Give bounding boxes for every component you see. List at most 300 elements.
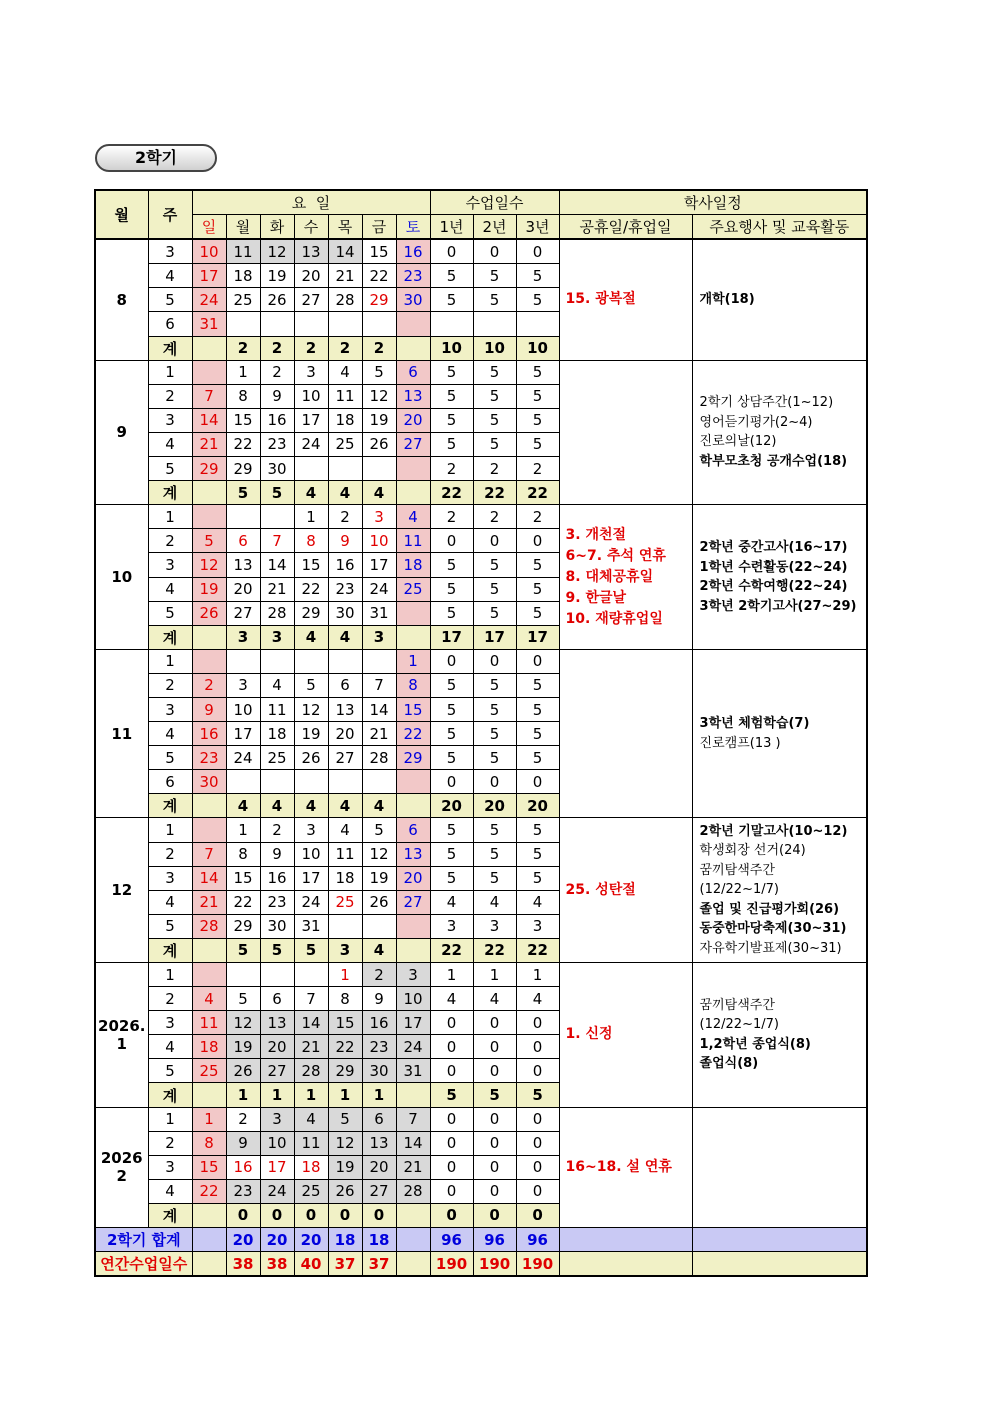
day-cell: 3 (362, 505, 396, 529)
sum-day-value: 3 (328, 938, 362, 962)
empty-cell (692, 1252, 867, 1277)
sum-day-value: 5 (226, 938, 260, 962)
sum-count-value: 5 (430, 1083, 473, 1107)
school-day-count: 3 (516, 914, 559, 938)
sum-sat-empty (396, 481, 430, 505)
day-cell: 21 (260, 577, 294, 601)
day-cell: 16 (328, 553, 362, 577)
day-cell: 30 (192, 770, 226, 794)
day-cell: 11 (294, 1131, 328, 1155)
activity-item: 졸업 및 진급평가회(26) (699, 901, 840, 917)
sum-day-value: 2 (226, 336, 260, 360)
day-cell: 24 (192, 288, 226, 312)
school-day-count: 0 (430, 1011, 473, 1035)
day-cell: 11 (260, 697, 294, 721)
school-day-count: 3 (430, 914, 473, 938)
school-day-count: 5 (430, 673, 473, 697)
week-number: 2 (148, 1131, 192, 1155)
day-cell: 17 (294, 866, 328, 890)
day-cell: 29 (328, 1059, 362, 1083)
school-day-count: 0 (473, 1035, 516, 1059)
day-cell: 1 (328, 963, 362, 987)
school-day-count: 5 (473, 360, 516, 384)
holiday-item: 15. 광복절 (565, 291, 636, 308)
day-cell: 21 (328, 264, 362, 288)
day-cell: 15 (396, 697, 430, 721)
day-cell: 24 (396, 1035, 430, 1059)
school-day-count: 5 (473, 866, 516, 890)
sum-day-value: 0 (294, 1203, 328, 1227)
holiday-item: 25. 성탄절 (565, 881, 636, 898)
day-cell: 12 (362, 384, 396, 408)
school-day-count: 0 (430, 239, 473, 264)
day-cell: 27 (396, 890, 430, 914)
sum-day-value: 1 (362, 1083, 396, 1107)
activity-item: (12/22~1/7) (699, 882, 779, 898)
day-cell: 19 (192, 577, 226, 601)
school-day-count: 0 (473, 1155, 516, 1179)
month-label: 11 (95, 649, 148, 818)
sum-count-value: 0 (473, 1203, 516, 1227)
day-cell: 23 (226, 1179, 260, 1203)
week-number: 6 (148, 312, 192, 336)
day-cell (260, 770, 294, 794)
day-cell: 7 (192, 384, 226, 408)
day-cell: 2 (226, 1107, 260, 1131)
semester-total-row-count-value: 96 (516, 1228, 559, 1252)
day-cell: 13 (260, 1011, 294, 1035)
day-cell: 3 (260, 1107, 294, 1131)
day-cell: 5 (362, 818, 396, 842)
day-cell (362, 770, 396, 794)
day-cell: 16 (396, 239, 430, 264)
school-day-count: 5 (516, 577, 559, 601)
sum-day-value: 3 (362, 625, 396, 649)
holiday-item: 10. 재량휴업일 (565, 610, 663, 627)
day-cell: 25 (294, 1179, 328, 1203)
school-day-count: 5 (473, 673, 516, 697)
day-cell: 20 (294, 264, 328, 288)
sum-day-value: 2 (362, 336, 396, 360)
week-row (95, 505, 867, 529)
school-day-count: 5 (430, 577, 473, 601)
day-cell: 19 (328, 1155, 362, 1179)
school-day-count: 5 (516, 601, 559, 625)
day-cell: 6 (328, 673, 362, 697)
week-number: 2 (148, 384, 192, 408)
school-day-count: 5 (473, 722, 516, 746)
semester-total-row-day-value: 20 (294, 1228, 328, 1252)
day-cell: 20 (396, 408, 430, 432)
day-cell: 19 (362, 866, 396, 890)
school-day-count: 2 (516, 505, 559, 529)
sum-count-value: 5 (516, 1083, 559, 1107)
day-cell: 3 (396, 963, 430, 987)
week-number: 5 (148, 457, 192, 481)
activity-cell (692, 239, 867, 360)
sum-count-value: 22 (430, 481, 473, 505)
day-cell: 18 (260, 722, 294, 746)
school-day-count: 0 (516, 1179, 559, 1203)
sum-day-value: 4 (362, 794, 396, 818)
day-cell: 4 (192, 987, 226, 1011)
day-cell (192, 505, 226, 529)
day-cell: 15 (294, 553, 328, 577)
school-day-count: 4 (473, 987, 516, 1011)
day-cell: 3 (294, 818, 328, 842)
day-cell: 10 (260, 1131, 294, 1155)
day-cell: 19 (294, 722, 328, 746)
school-day-count: 5 (473, 577, 516, 601)
holiday-cell (559, 649, 692, 818)
week-number: 5 (148, 601, 192, 625)
school-day-count: 5 (473, 384, 516, 408)
day-cell: 16 (260, 866, 294, 890)
day-cell: 4 (328, 818, 362, 842)
week-number: 4 (148, 264, 192, 288)
day-cell: 11 (396, 529, 430, 553)
school-day-count: 5 (473, 288, 516, 312)
day-cell: 9 (328, 529, 362, 553)
day-cell: 23 (362, 1035, 396, 1059)
holiday-cell (559, 239, 692, 360)
holiday-cell (559, 360, 692, 505)
school-day-count: 5 (430, 601, 473, 625)
activity-item: 2학년 기말고사(10~12) (699, 823, 848, 839)
day-cell (226, 770, 260, 794)
day-cell: 22 (328, 1035, 362, 1059)
day-cell: 31 (362, 601, 396, 625)
day-cell: 9 (226, 1131, 260, 1155)
header-grade: 2년 (473, 215, 516, 240)
day-cell: 25 (192, 1059, 226, 1083)
sum-sun-empty (192, 938, 226, 962)
day-cell: 22 (294, 577, 328, 601)
week-number: 3 (148, 697, 192, 721)
semester-total-row-day-value: 18 (362, 1228, 396, 1252)
sum-day-value: 1 (294, 1083, 328, 1107)
sum-day-value: 2 (260, 336, 294, 360)
day-cell (328, 312, 362, 336)
activity-cell (692, 818, 867, 963)
holiday-item: 9. 한글날 (565, 589, 627, 606)
day-cell (192, 360, 226, 384)
school-day-count: 5 (516, 432, 559, 456)
header-schedule: 학사일정 (559, 190, 867, 215)
day-cell: 18 (294, 1155, 328, 1179)
day-cell: 20 (396, 866, 430, 890)
day-cell: 12 (294, 697, 328, 721)
week-row (95, 963, 867, 987)
sum-day-value: 3 (260, 625, 294, 649)
day-cell: 25 (328, 432, 362, 456)
school-day-count: 5 (516, 697, 559, 721)
sum-label: 계 (148, 1083, 192, 1107)
day-cell: 29 (362, 288, 396, 312)
day-cell: 10 (396, 987, 430, 1011)
school-day-count: 5 (516, 553, 559, 577)
school-day-count: 5 (516, 722, 559, 746)
school-day-count: 0 (516, 1131, 559, 1155)
day-cell: 16 (362, 1011, 396, 1035)
day-cell: 27 (328, 746, 362, 770)
day-cell: 12 (260, 239, 294, 264)
day-cell: 28 (192, 914, 226, 938)
day-cell: 31 (396, 1059, 430, 1083)
sum-day-value: 4 (362, 938, 396, 962)
activity-cell (692, 649, 867, 818)
sum-sun-empty (192, 336, 226, 360)
week-number: 5 (148, 746, 192, 770)
annual-total-row-label: 연간수업일수 (95, 1252, 192, 1277)
week-number: 5 (148, 914, 192, 938)
activity-item: 2학년 중간고사(16~17) (699, 540, 848, 555)
day-cell: 2 (260, 360, 294, 384)
day-cell: 12 (192, 553, 226, 577)
school-day-count: 0 (473, 1059, 516, 1083)
day-cell: 14 (396, 1131, 430, 1155)
holiday-item: 3. 개천절 (565, 526, 627, 543)
day-cell: 17 (260, 1155, 294, 1179)
header-week: 주 (148, 190, 192, 239)
sum-day-value: 5 (294, 938, 328, 962)
sum-count-value: 17 (516, 625, 559, 649)
day-cell (226, 649, 260, 673)
empty-cell (396, 1228, 430, 1252)
sum-day-value: 3 (226, 625, 260, 649)
day-cell: 10 (362, 529, 396, 553)
semester-total-row-count-value: 96 (473, 1228, 516, 1252)
day-cell: 13 (362, 1131, 396, 1155)
school-day-count: 0 (473, 649, 516, 673)
day-cell: 4 (396, 505, 430, 529)
header-holiday-col: 공휴일/휴업일 (559, 215, 692, 240)
school-day-count: 5 (430, 360, 473, 384)
empty-cell (692, 1228, 867, 1252)
day-cell: 11 (328, 384, 362, 408)
week-number: 1 (148, 963, 192, 987)
activity-item: 진로캠프(13 ) (699, 735, 781, 751)
school-day-count: 0 (430, 1155, 473, 1179)
sum-count-value: 5 (473, 1083, 516, 1107)
sum-label: 계 (148, 625, 192, 649)
header-day: 수 (294, 215, 328, 240)
day-cell: 14 (192, 408, 226, 432)
annual-total-row-day-value: 37 (362, 1252, 396, 1277)
day-cell: 10 (192, 239, 226, 264)
school-day-count: 2 (430, 457, 473, 481)
sum-day-value: 4 (294, 625, 328, 649)
week-row (95, 239, 867, 264)
school-day-count: 5 (473, 553, 516, 577)
header-day: 목 (328, 215, 362, 240)
sum-day-value: 4 (294, 794, 328, 818)
day-cell: 9 (260, 842, 294, 866)
holiday-item: 8. 대체공휴일 (565, 568, 654, 585)
day-cell (192, 963, 226, 987)
day-cell (396, 601, 430, 625)
school-day-count: 5 (516, 842, 559, 866)
school-day-count: 4 (516, 890, 559, 914)
day-cell: 1 (226, 360, 260, 384)
day-cell (328, 649, 362, 673)
day-cell (260, 505, 294, 529)
sum-day-value: 4 (294, 481, 328, 505)
school-day-count (516, 312, 559, 336)
sum-day-value: 0 (328, 1203, 362, 1227)
day-cell: 30 (260, 914, 294, 938)
sum-label: 계 (148, 481, 192, 505)
day-cell: 10 (226, 697, 260, 721)
day-cell: 29 (192, 457, 226, 481)
annual-total-row-day-value: 40 (294, 1252, 328, 1277)
sum-count-value: 20 (516, 794, 559, 818)
day-cell: 14 (362, 697, 396, 721)
header-day: 월 (226, 215, 260, 240)
week-number: 1 (148, 1107, 192, 1131)
day-cell: 2 (260, 818, 294, 842)
sum-day-value: 5 (260, 938, 294, 962)
day-cell (260, 312, 294, 336)
day-cell: 13 (396, 384, 430, 408)
week-row (95, 649, 867, 673)
week-number: 1 (148, 818, 192, 842)
day-cell (396, 312, 430, 336)
sum-sat-empty (396, 1083, 430, 1107)
day-cell: 25 (328, 890, 362, 914)
semester-total-row-day-value: 20 (260, 1228, 294, 1252)
holiday-item: 1. 신정 (565, 1026, 613, 1043)
day-cell: 25 (396, 577, 430, 601)
day-cell: 31 (294, 914, 328, 938)
month-label: 8 (95, 239, 148, 360)
school-day-count: 5 (430, 264, 473, 288)
day-cell: 8 (226, 842, 260, 866)
day-cell: 6 (260, 987, 294, 1011)
sum-day-value: 0 (260, 1203, 294, 1227)
day-cell: 23 (260, 890, 294, 914)
week-row (95, 818, 867, 842)
week-number: 4 (148, 577, 192, 601)
sum-count-value: 20 (473, 794, 516, 818)
day-cell: 28 (260, 601, 294, 625)
school-day-count: 0 (516, 1011, 559, 1035)
day-cell: 5 (192, 529, 226, 553)
day-cell (226, 312, 260, 336)
day-cell (192, 818, 226, 842)
school-day-count: 5 (430, 553, 473, 577)
sum-count-value: 10 (473, 336, 516, 360)
day-cell (294, 457, 328, 481)
day-cell: 28 (396, 1179, 430, 1203)
school-day-count: 5 (430, 432, 473, 456)
day-cell: 8 (192, 1131, 226, 1155)
activity-item: 3학년 2학기고사(27~29) (699, 598, 857, 614)
school-day-count: 0 (516, 1035, 559, 1059)
month-label: 2026. 1 (95, 963, 148, 1108)
day-cell: 24 (294, 432, 328, 456)
day-cell: 14 (260, 553, 294, 577)
annual-total-row (95, 1252, 867, 1277)
day-cell: 11 (192, 1011, 226, 1035)
activity-item: 자유학기발표제(30~31) (699, 940, 842, 956)
school-day-count: 5 (430, 408, 473, 432)
day-cell: 26 (294, 746, 328, 770)
day-cell: 14 (192, 866, 226, 890)
holiday-item: 16~18. 설 연휴 (565, 1158, 672, 1175)
day-cell: 16 (226, 1155, 260, 1179)
school-day-count: 2 (473, 457, 516, 481)
activity-item: 꿈끼탐색주간 (699, 862, 775, 878)
school-day-count: 0 (430, 1059, 473, 1083)
week-number: 2 (148, 987, 192, 1011)
day-cell: 10 (294, 842, 328, 866)
activity-item: (12/22~1/7) (699, 1017, 779, 1033)
sum-count-value: 22 (473, 481, 516, 505)
day-cell: 21 (192, 890, 226, 914)
school-day-count: 5 (516, 264, 559, 288)
day-cell: 6 (396, 818, 430, 842)
semester-total-row-count-value: 96 (430, 1228, 473, 1252)
week-number: 2 (148, 673, 192, 697)
day-cell: 15 (362, 239, 396, 264)
activity-item: 영어듣기평가(2~4) (699, 414, 813, 430)
sum-day-value: 5 (260, 481, 294, 505)
activity-cell (692, 963, 867, 1108)
week-number: 3 (148, 239, 192, 264)
day-cell: 16 (192, 722, 226, 746)
week-number: 2 (148, 842, 192, 866)
sum-day-value: 0 (226, 1203, 260, 1227)
school-day-count: 5 (473, 408, 516, 432)
header-grade: 1년 (430, 215, 473, 240)
sum-day-value: 4 (226, 794, 260, 818)
school-day-count: 5 (430, 818, 473, 842)
activity-item: 학부모초청 공개수업(18) (699, 453, 848, 469)
activity-item: 꿈끼탐색주간 (699, 997, 775, 1013)
day-cell (294, 649, 328, 673)
day-cell: 12 (328, 1131, 362, 1155)
activity-cell (692, 1107, 867, 1227)
school-day-count: 5 (516, 866, 559, 890)
activity-item: 1학년 수련활동(22~24) (699, 559, 848, 575)
header-weekday-group: 요 일 (192, 190, 430, 215)
activity-item: 2학기 상담주간(1~12) (699, 395, 834, 411)
day-cell: 31 (192, 312, 226, 336)
day-cell (396, 770, 430, 794)
school-day-count: 5 (473, 432, 516, 456)
sum-day-value: 4 (328, 481, 362, 505)
day-cell: 30 (260, 457, 294, 481)
sum-day-value: 2 (328, 336, 362, 360)
school-day-count: 5 (473, 842, 516, 866)
day-cell: 19 (260, 264, 294, 288)
school-day-count: 0 (473, 770, 516, 794)
day-cell: 17 (294, 408, 328, 432)
week-number: 3 (148, 553, 192, 577)
day-cell: 3 (294, 360, 328, 384)
school-day-count: 5 (473, 264, 516, 288)
day-cell: 1 (192, 1107, 226, 1131)
week-row (95, 360, 867, 384)
school-day-count: 5 (473, 818, 516, 842)
day-cell: 22 (396, 722, 430, 746)
school-day-count: 0 (473, 529, 516, 553)
day-cell: 7 (396, 1107, 430, 1131)
empty-cell (192, 1228, 226, 1252)
school-day-count: 5 (516, 360, 559, 384)
semester-badge: 2학기 (95, 144, 217, 172)
